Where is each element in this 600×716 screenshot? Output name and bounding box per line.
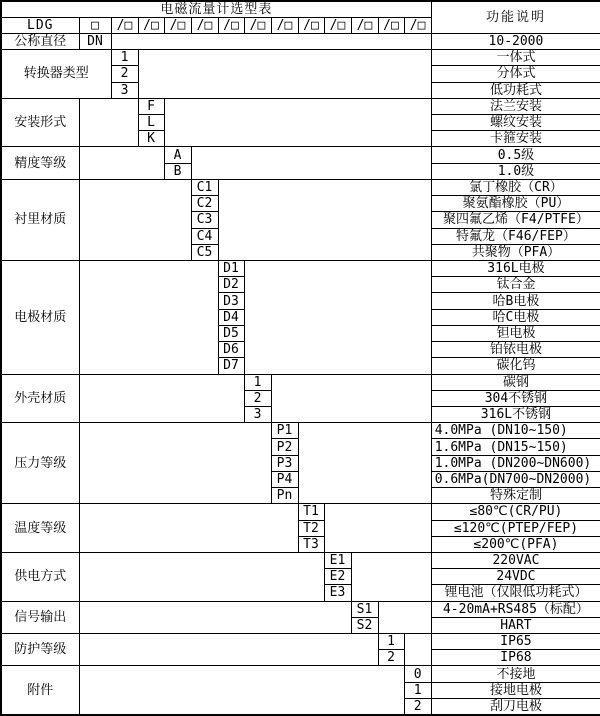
pressure-class-filler-left (79, 423, 271, 504)
model-code-box-12: /□ (404, 17, 431, 33)
electrode-material-row-1 (1, 261, 600, 277)
temperature-class-filler-right (324, 504, 431, 553)
power-supply-desc-1: 220VAC (431, 552, 600, 568)
electrode-material-filler-left (79, 261, 218, 375)
electrode-material-code-D6: D6 (218, 342, 244, 358)
accessories-desc-2: 接地电极 (431, 682, 600, 698)
accessories-filler-left (79, 666, 404, 715)
temperature-class-filler-left (79, 504, 298, 553)
housing-material-desc-2: 304不锈钢 (431, 390, 600, 406)
signal-output-desc-2: HART (431, 617, 600, 633)
electrode-material-desc-7: 碳化钨 (431, 358, 600, 374)
electrode-material-desc-5: 钽电极 (431, 325, 600, 341)
power-supply-filler-right (351, 552, 431, 601)
electrode-material-desc-6: 铂铱电极 (431, 342, 600, 358)
pressure-class-code-P2: P2 (271, 439, 298, 455)
housing-material-desc-3: 316L不锈钢 (431, 406, 600, 422)
lining-material-code-C1: C1 (191, 179, 218, 195)
nominal-diameter-filler-right (111, 33, 431, 49)
temperature-class-code-T2: T2 (298, 520, 324, 536)
protection-class-code-2: 2 (378, 650, 404, 666)
signal-output-code-S1: S1 (351, 601, 378, 617)
model-code-box-11: /□ (378, 17, 404, 33)
accuracy-class-code-A: A (164, 147, 191, 163)
model-code-box-3: /□ (164, 17, 191, 33)
accessories-code-2: 2 (404, 698, 431, 715)
pressure-class-code-Pn: Pn (271, 488, 298, 504)
nominal-diameter-desc-1: 10-2000 (431, 33, 600, 49)
accuracy-class-desc-1: 0.5级 (431, 147, 600, 163)
category-label-installation-type: 安装形式 (1, 98, 79, 147)
category-label-pressure-class: 压力等级 (1, 423, 79, 504)
category-label-lining-material: 衬里材质 (1, 179, 79, 260)
lining-material-desc-5: 共聚物（PFA） (431, 244, 600, 260)
converter-type-desc-3: 低功耗式 (431, 82, 600, 98)
installation-type-code-F: F (138, 98, 164, 114)
power-supply-desc-2: 24VDC (431, 569, 600, 585)
protection-class-code-1: 1 (378, 634, 404, 650)
protection-class-row-1 (1, 634, 600, 650)
installation-type-desc-2: 螺纹安装 (431, 115, 600, 131)
converter-type-code-1: 1 (111, 50, 138, 66)
category-label-signal-output: 信号输出 (1, 601, 79, 633)
model-code-box-8: /□ (298, 17, 324, 33)
lining-material-row-1 (1, 179, 600, 195)
protection-class-desc-1: IP65 (431, 634, 600, 650)
lining-material-desc-2: 聚氨酯橡胶（PU） (431, 196, 600, 212)
signal-output-desc-1: 4-20mA+RS485（标配） (431, 601, 600, 617)
electrode-material-desc-1: 316L电极 (431, 261, 600, 277)
category-label-electrode-material: 电极材质 (1, 261, 79, 375)
category-label-protection-class: 防护等级 (1, 634, 79, 666)
signal-output-code-S2: S2 (351, 617, 378, 633)
power-supply-code-E3: E3 (324, 585, 351, 601)
converter-type-filler-right (138, 50, 431, 99)
converter-type-desc-1: 一体式 (431, 50, 600, 66)
protection-class-filler-right (404, 634, 431, 666)
pressure-class-code-P4: P4 (271, 471, 298, 487)
page-title: 电磁流量计选型表 (1, 1, 431, 17)
pressure-class-desc-3: 1.0MPa (DN200~DN600) (431, 455, 600, 471)
model-code-box-0: □ (79, 17, 111, 33)
installation-type-filler-right (164, 98, 431, 147)
signal-output-filler-left (79, 601, 351, 633)
housing-material-code-1: 1 (244, 374, 271, 390)
housing-material-code-3: 3 (244, 406, 271, 422)
pressure-class-code-P1: P1 (271, 423, 298, 439)
pressure-class-filler-right (298, 423, 431, 504)
model-code-box-4: /□ (191, 17, 218, 33)
lining-material-code-C5: C5 (191, 244, 218, 260)
housing-material-row-1 (1, 374, 600, 390)
temperature-class-desc-3: ≤200℃(PFA) (431, 536, 600, 552)
power-supply-code-E1: E1 (324, 552, 351, 568)
nominal-diameter-code-DN: DN (79, 33, 111, 49)
accuracy-class-row-1 (1, 147, 600, 163)
pressure-class-desc-1: 4.0MPa (DN10~150) (431, 423, 600, 439)
accuracy-class-filler-right (191, 147, 431, 179)
installation-type-row-1 (1, 98, 600, 114)
model-code-box-7: /□ (271, 17, 298, 33)
protection-class-desc-2: IP68 (431, 650, 600, 666)
accessories-row-1 (1, 666, 600, 682)
lining-material-filler-left (79, 179, 191, 260)
lining-material-filler-right (218, 179, 431, 260)
converter-type-desc-2: 分体式 (431, 66, 600, 82)
category-label-nominal-diameter: 公称直径 (1, 33, 79, 49)
lining-material-code-C3: C3 (191, 212, 218, 228)
accuracy-class-filler-left (79, 147, 164, 179)
power-supply-desc-3: 锂电池（仅限低功耗式） (431, 585, 600, 601)
model-code-box-6: /□ (244, 17, 271, 33)
accessories-code-0: 0 (404, 666, 431, 682)
category-label-accuracy-class: 精度等级 (1, 147, 79, 179)
electrode-material-desc-3: 哈B电极 (431, 293, 600, 309)
pressure-class-desc-2: 1.6MPa (DN15~150) (431, 439, 600, 455)
temperature-class-code-T1: T1 (298, 504, 324, 520)
nominal-diameter-row-1 (1, 33, 600, 49)
model-code-box-1: /□ (111, 17, 138, 33)
electrode-material-code-D2: D2 (218, 277, 244, 293)
lining-material-code-C4: C4 (191, 228, 218, 244)
temperature-class-desc-1: ≤80℃(CR/PU) (431, 504, 600, 520)
power-supply-code-E2: E2 (324, 569, 351, 585)
category-label-housing-material: 外壳材质 (1, 374, 79, 423)
power-supply-filler-left (79, 552, 324, 601)
model-prefix: LDG (1, 17, 79, 33)
installation-type-desc-3: 卡箍安装 (431, 131, 600, 147)
electrode-material-desc-2: 钛合金 (431, 277, 600, 293)
lining-material-desc-1: 氯丁橡胶（CR） (431, 179, 600, 195)
accuracy-class-desc-2: 1.0级 (431, 163, 600, 179)
temperature-class-code-T3: T3 (298, 536, 324, 552)
lining-material-desc-3: 聚四氟乙烯（F4/PTFE） (431, 212, 600, 228)
housing-material-filler-right (271, 374, 431, 423)
model-code-box-10: /□ (351, 17, 378, 33)
housing-material-filler-left (79, 374, 244, 423)
pressure-class-row-1 (1, 423, 600, 439)
model-code-box-9: /□ (324, 17, 351, 33)
electrode-material-filler-right (244, 261, 431, 375)
function-column-header: 功能说明 (431, 1, 600, 33)
category-label-accessories: 附件 (1, 666, 79, 715)
converter-type-code-2: 2 (111, 66, 138, 82)
accessories-desc-3: 刮刀电极 (431, 698, 600, 715)
electrode-material-code-D1: D1 (218, 261, 244, 277)
power-supply-row-1 (1, 552, 600, 568)
installation-type-code-K: K (138, 131, 164, 147)
electrode-material-code-D4: D4 (218, 309, 244, 325)
housing-material-code-2: 2 (244, 390, 271, 406)
category-label-temperature-class: 温度等级 (1, 504, 79, 553)
pressure-class-desc-5: 特殊定制 (431, 488, 600, 504)
title-row (1, 1, 600, 17)
temperature-class-desc-2: ≤120℃(PTEP/FEP) (431, 520, 600, 536)
installation-type-filler-left (79, 98, 138, 147)
electrode-material-desc-4: 哈C电极 (431, 309, 600, 325)
temperature-class-row-1 (1, 504, 600, 520)
accessories-code-1: 1 (404, 682, 431, 698)
accessories-desc-1: 不接地 (431, 666, 600, 682)
category-label-converter-type: 转换器类型 (1, 50, 111, 99)
lining-material-desc-4: 特氟龙（F46/FEP） (431, 228, 600, 244)
installation-type-desc-1: 法兰安装 (431, 98, 600, 114)
protection-class-filler-left (79, 634, 378, 666)
model-code-box-5: /□ (218, 17, 244, 33)
electrode-material-code-D3: D3 (218, 293, 244, 309)
pressure-class-code-P3: P3 (271, 455, 298, 471)
installation-type-code-L: L (138, 115, 164, 131)
lining-material-code-C2: C2 (191, 196, 218, 212)
electrode-material-code-D7: D7 (218, 358, 244, 374)
converter-type-code-3: 3 (111, 82, 138, 98)
model-code-box-2: /□ (138, 17, 164, 33)
category-label-power-supply: 供电方式 (1, 552, 79, 601)
electrode-material-code-D5: D5 (218, 325, 244, 341)
pressure-class-desc-4: 0.6MPa(DN700~DN2000) (431, 471, 600, 487)
accuracy-class-code-B: B (164, 163, 191, 179)
signal-output-filler-right (378, 601, 431, 633)
housing-material-desc-1: 碳钢 (431, 374, 600, 390)
converter-type-row-1 (1, 50, 600, 66)
signal-output-row-1 (1, 601, 600, 617)
